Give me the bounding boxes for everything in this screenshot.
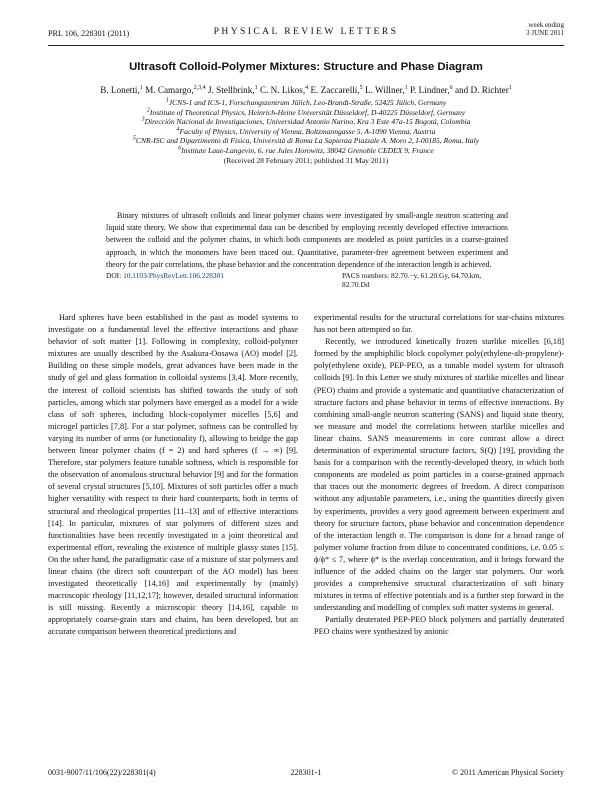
body-paragraph: experimental results for the structural correlations for star-chains mixtures has not been attempted so far.	[314, 313, 564, 335]
doi	[106, 271, 224, 280]
author: and D. Richter$^1$	[454, 84, 512, 95]
affiliation: $^3$Dirección Nacional de Investigaciones, Universidad Antonio Narino, Kra 3 Este 47a-15 Bogotá, Colombia	[141, 116, 471, 127]
author: J. Stellbrink,$^1$	[207, 84, 258, 95]
doi-link[interactable]: 10.1103/PhysRevLett.106.228301	[123, 271, 224, 280]
left-column	[48, 312, 298, 639]
author: P. Lindner,$^6$	[409, 84, 453, 95]
copyright: © 2011 American Physical Society	[452, 768, 564, 777]
right-column	[314, 312, 564, 639]
body-paragraph: Partially deuterated PEP-PEO block polymers and partially deuterated PEO chains were synthesized by anionic	[314, 615, 564, 637]
author-list	[48, 85, 564, 95]
abstract: Binary mixtures of ultrasoft colloids and linear polymer chains were investigated by small-angle neutron scattering and liquid state theory. We show that experimental data can be described by employing recently developed effective interactions between the colloid and the polymer chains, in which both components are modeled as point particles in a coarse-grained approach, in which the monomers have been traced out. Quantitative, parameter-free agreement between experiment and theory for the pair correlations, the phase behavior and the concentration dependence of the interaction length is achieved.	[106, 211, 508, 269]
week-ending-date: 3 JUNE 2011	[526, 29, 564, 37]
issue-date	[526, 21, 564, 37]
journal-name: PHYSICAL REVIEW LETTERS	[213, 26, 399, 37]
affiliation: $^4$Faculty of Physics, University of Vienna, Boltzmanngasse 5, A-1090 Vienna, Austria	[176, 126, 436, 136]
doi-label: DOI:	[106, 271, 122, 280]
author: E. Zaccarelli,$^5$	[310, 84, 363, 95]
author: C. N. Likos,$^4$	[259, 84, 309, 95]
pacs-numbers: PACS numbers: 82.70.−y, 61.20.Gy, 64.70.km, 82.70.Dd	[342, 271, 482, 289]
paper-title: Ultrasoft Colloid-Polymer Mixtures: Structure and Phase Diagram	[129, 61, 483, 73]
body-paragraph: Recently, we introduced kinetically frozen starlike micelles [6,18] formed by the amphiphilic block copolymer poly(ethylene-alt-propylene)-poly(ethylene oxide), PEP-PEO, as a tunable model system for ultrasoft colloids [9]. In this Letter we study mixtures of starlike micelles and linear (PEO) chains and provide a systematic and quantitative characterization of structure factors and phase behavior in terms of effective interactions. By combining small-angle neutron scattering (SANS) and liquid state theory, we measure and model the correlations between starlike micelles and linear chains. SANS measurements in core contrast allow a direct determination of experimental structure factors, S(Q) [19], providing the basis for a comparison with the recently-developed theory, in which both components are modeled as point particles in a coarse-grained approach that traces out the monomeric degrees of freedom. A direct comparison without any adjustable parameters, i.e., using the quantities directly given by experiments, provides a very good agreement between experiment and theory for structure factors, phase behavior and concentration dependence of the interaction length σ. The comparison is done for a broad range of polymer volume fraction from dilute to concentrated conditions, i.e. 0.05 ≤ ϕ/ϕ* ≤ 7, where ϕ* is the overlap concentration, and it brings forward the influence of the added chains on the larger star polymers. Our work provides a comprehensive structural characterization of soft binary mixtures in terms of effective potentials and is a further step forward in the understanding and modelling of complex soft matter systems in general.	[314, 337, 564, 613]
received-dates: (Received 28 February 2011; published 31 May 2011)	[223, 155, 389, 165]
affiliation: $^1$JCNS-1 and ICS-1, Forschungszentrum Jülich, Leo-Brandt-Straße, 52425 Jülich, Germany	[165, 97, 447, 107]
running-header	[48, 20, 564, 42]
journal-reference: PRL 106, 228301 (2011)	[48, 29, 130, 38]
affiliation: $^6$Institute Laue-Langevin, 6, rue Jules Horowitz, 38042 Grenoble CEDEX 9, France	[178, 145, 434, 155]
article-code: 0031-9007/11/106(22)/228301(4)	[48, 768, 156, 777]
affiliation: $^5$CNR-ISC and Dipartimento di Fisica, Università di Roma La Sapienza Piazzale A. Moro 2, I-00185, Roma, Italy	[132, 135, 480, 146]
author: M. Camargo,$^{2,3,4}$	[145, 84, 206, 95]
affiliation: $^2$Institute of Theoretical Physics, Heinrich-Heine Universität Düsseldorf, D-40225 Düsseldorf, Germany	[146, 107, 466, 117]
week-ending-label: week ending	[528, 21, 564, 29]
affiliation-list	[48, 98, 564, 165]
page-number: 228301-1	[290, 768, 322, 777]
author: B. Lonetti,$^1$	[100, 84, 143, 95]
header-rule	[48, 45, 564, 46]
body-paragraph: Hard spheres have been established in the past as model systems to investigate on a fundamental level the effective interactions and phase behavior of soft matter [1]. Following in complexity, colloid-polymer mixtures are usually described by the Asakura-Oosawa (AO) model [2]. Building on these simple models, great advances have been made in the study of gel and glass formation in colloidal systems [3,4]. More recently, the interest of colloid scientists has shifted towards the study of soft particles, among which star polymers have emerged as a model for a wide class of soft spheres, including block-copolymer micelles [5,6] and microgel particles [7,8]. For a star polymer, softness can be controlled by varying its number of arms (or functionality f), allowing to bridge the gap between linear polymer chains (f = 2) and hard spheres (f → ∞) [9]. Therefore, star polymers feature tunable softness, which is responsible for the observation of anomalous structural behavior [9] and for the formation of several crystal structures [5,10]. Mixtures of soft particles offer a much higher versatility with respect to their hard counterparts, both in terms of structural and rheological properties [11–13] and of effective interactions [14]. In particular, mixtures of star polymers of different sizes and functionalities have been recently investigated in a joint theoretical and experimental effort, revealing the existence of multiple glassy states [15]. On the other hand, the paradigmatic case of a mixture of star polymers and linear chains (the direct soft counterpart of the AO model) has been investigated theoretically [14,16] and experimentally by (mainly) macroscopic rheology [11,12,17]; however, detailed structural information is still missing. Recently a microscopic theory [14,16], capable to appropriately coarse-grain stars and chains, has been developed, but an accurate comparison between theoretical predictions and	[48, 313, 298, 637]
author: L. Willner,$^1$	[364, 84, 408, 95]
